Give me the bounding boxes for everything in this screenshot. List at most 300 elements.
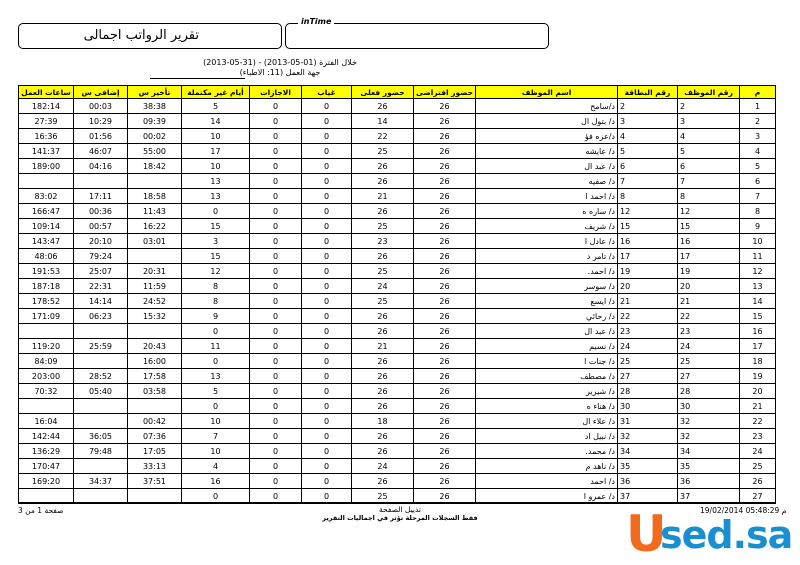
table-cell: 0 — [182, 204, 250, 219]
table-cell: 37:51 — [128, 474, 182, 489]
table-cell: 11 — [740, 249, 776, 264]
table-cell: 0 — [302, 444, 352, 459]
table-cell: 6 — [618, 159, 678, 174]
table-cell: 37 — [618, 489, 678, 504]
table-cell: 25 — [618, 354, 678, 369]
table-cell: 20 — [740, 384, 776, 399]
department-label: جهة العمل (11: الاطباء) — [239, 68, 321, 77]
table-cell: د/ ايسع — [476, 294, 618, 309]
table-cell: 27 — [618, 369, 678, 384]
table-row — [19, 249, 776, 264]
table-cell: 0 — [250, 114, 302, 129]
table-cell: د/ تامر د — [476, 249, 618, 264]
table-row — [19, 444, 776, 459]
table-cell — [128, 174, 182, 189]
table-cell: 7 — [740, 189, 776, 204]
table-cell: 0 — [302, 144, 352, 159]
table-cell — [128, 399, 182, 414]
table-cell: 13 — [182, 369, 250, 384]
table-cell: د/ عبد ال — [476, 324, 618, 339]
table-cell: 0 — [250, 324, 302, 339]
table-cell: 25 — [678, 354, 740, 369]
table-cell: 26 — [352, 384, 414, 399]
table-cell: 9 — [740, 219, 776, 234]
table-cell: 0 — [302, 114, 352, 129]
table-cell: 191:53 — [19, 264, 74, 279]
table-cell: 0 — [250, 414, 302, 429]
table-cell: 9 — [182, 309, 250, 324]
table-cell: 26 — [414, 189, 476, 204]
table-cell: د/ احمد ا — [476, 189, 618, 204]
table-cell: 09:39 — [128, 114, 182, 129]
table-cell: 26 — [740, 474, 776, 489]
table-cell: 0 — [302, 399, 352, 414]
table-cell: 26 — [414, 114, 476, 129]
table-cell: 7 — [182, 429, 250, 444]
table-cell: 79:48 — [74, 444, 128, 459]
table-cell: 06:23 — [74, 309, 128, 324]
column-header: الاجازات — [250, 86, 302, 99]
table-cell: 31 — [618, 414, 678, 429]
table-cell: 10 — [182, 129, 250, 144]
table-cell: 22 — [740, 414, 776, 429]
table-cell: د/ سوسر — [476, 279, 618, 294]
table-cell: 0 — [250, 354, 302, 369]
table-cell: 32 — [678, 429, 740, 444]
table-cell: 25:59 — [74, 339, 128, 354]
table-cell: 13 — [182, 174, 250, 189]
table-cell: 26 — [414, 384, 476, 399]
table-cell: 34:37 — [74, 474, 128, 489]
table-cell: 143:47 — [19, 234, 74, 249]
table-row — [19, 459, 776, 474]
table-cell: 33:13 — [128, 459, 182, 474]
table-cell: 24 — [352, 279, 414, 294]
table-cell: 12 — [740, 264, 776, 279]
table-cell: 16:00 — [128, 354, 182, 369]
table-cell: 13 — [182, 189, 250, 204]
table-cell: 38:38 — [128, 99, 182, 114]
table-cell: 20:10 — [74, 234, 128, 249]
column-header: حضور فعلى — [352, 86, 414, 99]
print-timestamp: 19/02/2014 05:48:29 م — [700, 506, 787, 515]
table-row — [19, 234, 776, 249]
table-cell: 3 — [740, 129, 776, 144]
table-cell: 26 — [352, 444, 414, 459]
table-cell: 3 — [618, 114, 678, 129]
table-cell: 26 — [414, 474, 476, 489]
table-cell: 07:36 — [128, 429, 182, 444]
table-cell: 0 — [302, 489, 352, 504]
table-cell: 26 — [414, 204, 476, 219]
table-row — [19, 174, 776, 189]
table-cell: 26 — [414, 144, 476, 159]
table-cell: د/ هناء ه — [476, 399, 618, 414]
table-cell: 0 — [250, 429, 302, 444]
table-cell: 2 — [618, 99, 678, 114]
table-cell: 11 — [182, 339, 250, 354]
payroll-table — [18, 85, 776, 504]
table-cell: 16 — [678, 234, 740, 249]
table-cell: 35 — [678, 459, 740, 474]
table-cell: 22 — [352, 129, 414, 144]
table-row — [19, 384, 776, 399]
table-cell: د/ عمرو ا — [476, 489, 618, 504]
table-cell: 25 — [352, 264, 414, 279]
table-cell: 10:29 — [74, 114, 128, 129]
table-cell: 10 — [182, 414, 250, 429]
table-cell: 8 — [618, 189, 678, 204]
page-footer-label: تذييل الصفحة — [379, 505, 421, 514]
table-cell — [74, 414, 128, 429]
used-sa-watermark — [626, 505, 796, 563]
table-cell: 3 — [678, 114, 740, 129]
table-cell: 00:57 — [74, 219, 128, 234]
table-cell: 26 — [352, 159, 414, 174]
table-cell: 171:09 — [19, 309, 74, 324]
table-cell: 0 — [250, 174, 302, 189]
table-cell: 8 — [182, 294, 250, 309]
table-cell: 14:14 — [74, 294, 128, 309]
table-body — [19, 99, 776, 504]
table-cell: 21 — [740, 399, 776, 414]
table-cell: 55:00 — [128, 144, 182, 159]
table-cell: 22 — [678, 309, 740, 324]
table-cell: 19 — [740, 369, 776, 384]
table-cell: 0 — [182, 399, 250, 414]
table-cell: 0 — [302, 324, 352, 339]
table-row — [19, 99, 776, 114]
table-cell: د/ نسيم — [476, 339, 618, 354]
table-row — [19, 129, 776, 144]
table-cell: 0 — [250, 204, 302, 219]
table-cell: 79:24 — [74, 249, 128, 264]
table-cell: 0 — [302, 279, 352, 294]
table-cell: 20:31 — [128, 264, 182, 279]
table-cell: 30 — [618, 399, 678, 414]
table-row — [19, 114, 776, 129]
table-cell — [74, 354, 128, 369]
table-cell: 0 — [302, 309, 352, 324]
table-cell: د/ محمد. — [476, 444, 618, 459]
table-cell: د/ ناهد م — [476, 459, 618, 474]
table-cell: 26 — [352, 474, 414, 489]
table-cell: 22 — [618, 309, 678, 324]
table-cell: 0 — [302, 234, 352, 249]
table-cell: 15 — [740, 309, 776, 324]
table-row — [19, 354, 776, 369]
table-cell: 0 — [250, 474, 302, 489]
watermark-u: U — [626, 505, 667, 563]
table-cell: 0 — [302, 264, 352, 279]
table-cell: 5 — [182, 99, 250, 114]
table-row — [19, 159, 776, 174]
table-cell: 10 — [740, 234, 776, 249]
table-row — [19, 309, 776, 324]
table-cell: 26 — [414, 459, 476, 474]
table-cell: 0 — [302, 189, 352, 204]
table-cell: 5 — [678, 144, 740, 159]
table-cell — [19, 399, 74, 414]
table-cell: 1 — [740, 99, 776, 114]
table-cell: 0 — [250, 294, 302, 309]
table-cell: 26 — [414, 219, 476, 234]
table-cell: 0 — [250, 219, 302, 234]
table-cell: 0 — [250, 159, 302, 174]
table-cell: 0 — [302, 384, 352, 399]
table-cell: 17:11 — [74, 189, 128, 204]
table-cell: د/عزه فؤ — [476, 129, 618, 144]
table-cell: د/ بتول ال — [476, 114, 618, 129]
table-row — [19, 369, 776, 384]
table-cell: 25 — [352, 219, 414, 234]
table-cell: 6 — [740, 174, 776, 189]
column-header: رقم البطاقة — [618, 86, 678, 99]
table-cell: 48:06 — [19, 249, 74, 264]
table-cell: 26 — [352, 354, 414, 369]
table-cell: 119:20 — [19, 339, 74, 354]
table-cell: 16:22 — [128, 219, 182, 234]
table-row — [19, 474, 776, 489]
table-cell: 16 — [740, 324, 776, 339]
table-cell: 27 — [740, 489, 776, 504]
table-cell: 8 — [740, 204, 776, 219]
table-cell: 01:56 — [74, 129, 128, 144]
table-cell: 189:00 — [19, 159, 74, 174]
table-cell: 26 — [414, 339, 476, 354]
table-cell: 0 — [302, 249, 352, 264]
table-cell: 0 — [302, 369, 352, 384]
table-row — [19, 324, 776, 339]
table-cell: 00:36 — [74, 204, 128, 219]
table-cell: 0 — [302, 99, 352, 114]
table-cell — [128, 249, 182, 264]
column-header: تأخير س — [128, 86, 182, 99]
table-cell: 178:52 — [19, 294, 74, 309]
table-cell: 27 — [678, 369, 740, 384]
table-cell: د/ جنات ا — [476, 354, 618, 369]
table-cell: 16:36 — [19, 129, 74, 144]
table-cell: د/ احمد. — [476, 264, 618, 279]
table-cell: 109:14 — [19, 219, 74, 234]
table-row — [19, 144, 776, 159]
table-cell: 00:42 — [128, 414, 182, 429]
table-cell: 0 — [302, 459, 352, 474]
table-cell: 70:32 — [19, 384, 74, 399]
table-cell — [74, 324, 128, 339]
table-cell: 16 — [182, 474, 250, 489]
table-cell: 4 — [740, 144, 776, 159]
table-cell: د/سامح — [476, 99, 618, 114]
table-cell: 24 — [618, 339, 678, 354]
table-cell: 21 — [678, 294, 740, 309]
table-cell: 35 — [618, 459, 678, 474]
table-row — [19, 399, 776, 414]
column-header: ساعات العمل — [19, 86, 74, 99]
table-cell: 28 — [678, 384, 740, 399]
table-cell: 14 — [740, 294, 776, 309]
table-cell: 25 — [352, 144, 414, 159]
table-cell: 36 — [618, 474, 678, 489]
table-cell: 26 — [352, 429, 414, 444]
table-cell: 04:16 — [74, 159, 128, 174]
table-cell: 26 — [414, 399, 476, 414]
table-cell: 19 — [678, 264, 740, 279]
table-cell: 0 — [182, 489, 250, 504]
table-cell: 26 — [414, 354, 476, 369]
table-cell: 10 — [182, 159, 250, 174]
table-cell: 37 — [678, 489, 740, 504]
table-cell: 24 — [352, 459, 414, 474]
table-cell: 141:37 — [19, 144, 74, 159]
table-cell: 4 — [678, 129, 740, 144]
table-cell: 26 — [414, 294, 476, 309]
table-cell: 84:09 — [19, 354, 74, 369]
column-header: اسم الموظف — [476, 86, 618, 99]
table-cell: 0 — [250, 459, 302, 474]
table-cell — [19, 324, 74, 339]
table-cell: 0 — [250, 144, 302, 159]
table-cell: 17 — [618, 249, 678, 264]
table-cell: د/ شيرير — [476, 384, 618, 399]
table-cell: 28 — [618, 384, 678, 399]
table-row — [19, 414, 776, 429]
table-cell: 26 — [352, 309, 414, 324]
table-cell: 32 — [618, 429, 678, 444]
table-cell: 0 — [250, 444, 302, 459]
table-cell: 03:58 — [128, 384, 182, 399]
footer-note: فقط السجلات المرحلة تؤثر في اجماليات التقرير — [322, 514, 478, 522]
column-header: م — [740, 86, 776, 99]
table-cell: 30 — [678, 399, 740, 414]
report-title-box — [18, 23, 282, 49]
column-header: غياب — [302, 86, 352, 99]
table-cell: 0 — [302, 219, 352, 234]
table-cell: 26 — [414, 429, 476, 444]
table-cell: 15 — [618, 219, 678, 234]
table-cell: 24 — [678, 339, 740, 354]
table-cell: د/ مصطف — [476, 369, 618, 384]
table-cell: 0 — [302, 354, 352, 369]
table-cell: 17:05 — [128, 444, 182, 459]
table-cell: 26 — [352, 324, 414, 339]
table-cell: 34 — [678, 444, 740, 459]
table-cell: 12 — [618, 204, 678, 219]
table-cell: 15 — [182, 219, 250, 234]
table-cell — [128, 324, 182, 339]
table-cell: 26 — [352, 204, 414, 219]
table-cell: 36 — [678, 474, 740, 489]
table-cell: 23 — [352, 234, 414, 249]
table-cell: 20 — [678, 279, 740, 294]
table-cell: 0 — [250, 249, 302, 264]
table-cell: 5 — [618, 144, 678, 159]
table-cell: 5 — [740, 159, 776, 174]
table-cell: 16:04 — [19, 414, 74, 429]
table-cell: 0 — [302, 474, 352, 489]
table-cell: 25:07 — [74, 264, 128, 279]
table-cell: 7 — [618, 174, 678, 189]
table-cell: 2 — [678, 99, 740, 114]
table-cell: د/ نبيل اد — [476, 429, 618, 444]
table-cell: 2 — [740, 114, 776, 129]
table-cell: 0 — [250, 99, 302, 114]
table-cell: 23 — [740, 429, 776, 444]
table-cell: 13 — [740, 279, 776, 294]
table-cell: 18 — [352, 414, 414, 429]
column-header: رقم الموظف — [678, 86, 740, 99]
table-cell: 23 — [618, 324, 678, 339]
table-cell: 26 — [414, 249, 476, 264]
table-cell: 00:03 — [74, 99, 128, 114]
table-cell: 26 — [414, 369, 476, 384]
table-cell: 0 — [302, 159, 352, 174]
table-cell: 8 — [182, 279, 250, 294]
table-header-row — [19, 86, 776, 99]
table-cell: 170:47 — [19, 459, 74, 474]
table-cell — [74, 399, 128, 414]
table-cell: 4 — [182, 459, 250, 474]
table-cell: 11:43 — [128, 204, 182, 219]
table-cell: 15:32 — [128, 309, 182, 324]
table-cell: د/ صفيه — [476, 174, 618, 189]
table-cell: 3 — [182, 234, 250, 249]
table-cell: 19 — [618, 264, 678, 279]
table-cell: 21 — [352, 339, 414, 354]
table-cell: 15 — [182, 249, 250, 264]
table-row — [19, 429, 776, 444]
column-header: أيام غير مكتملة — [182, 86, 250, 99]
table-cell: 26 — [414, 129, 476, 144]
table-cell: 0 — [302, 414, 352, 429]
table-cell: 0 — [182, 324, 250, 339]
table-cell: 26 — [352, 249, 414, 264]
table-row — [19, 219, 776, 234]
table-row — [19, 264, 776, 279]
table-cell: 03:01 — [128, 234, 182, 249]
table-cell — [19, 174, 74, 189]
table-cell: 0 — [250, 279, 302, 294]
intime-logo: inTime — [298, 17, 334, 26]
table-cell: 0 — [250, 264, 302, 279]
table-cell: 22:31 — [74, 279, 128, 294]
table-cell — [74, 174, 128, 189]
table-cell: 17:58 — [128, 369, 182, 384]
table-cell: 5 — [182, 384, 250, 399]
table-cell: 182:14 — [19, 99, 74, 114]
report-title: تقرير الرواتب اجمالى — [83, 28, 199, 43]
table-cell: 36:05 — [74, 429, 128, 444]
table-row — [19, 279, 776, 294]
table-cell: 26 — [414, 159, 476, 174]
table-cell: 187:18 — [19, 279, 74, 294]
table-cell: 136:29 — [19, 444, 74, 459]
table-cell: 0 — [182, 354, 250, 369]
table-cell: 12 — [182, 264, 250, 279]
table-cell: 05:40 — [74, 384, 128, 399]
column-header: حضور افتراضى — [414, 86, 476, 99]
table-cell: د/ علاء ال — [476, 414, 618, 429]
table-cell: 20 — [618, 279, 678, 294]
table-cell: 17 — [182, 144, 250, 159]
table-cell: 0 — [250, 369, 302, 384]
table-cell: 25 — [352, 294, 414, 309]
table-cell: 25 — [352, 489, 414, 504]
table-cell: 26 — [414, 174, 476, 189]
table-cell: 0 — [250, 399, 302, 414]
table-cell: 16 — [618, 234, 678, 249]
table-cell: 8 — [678, 189, 740, 204]
